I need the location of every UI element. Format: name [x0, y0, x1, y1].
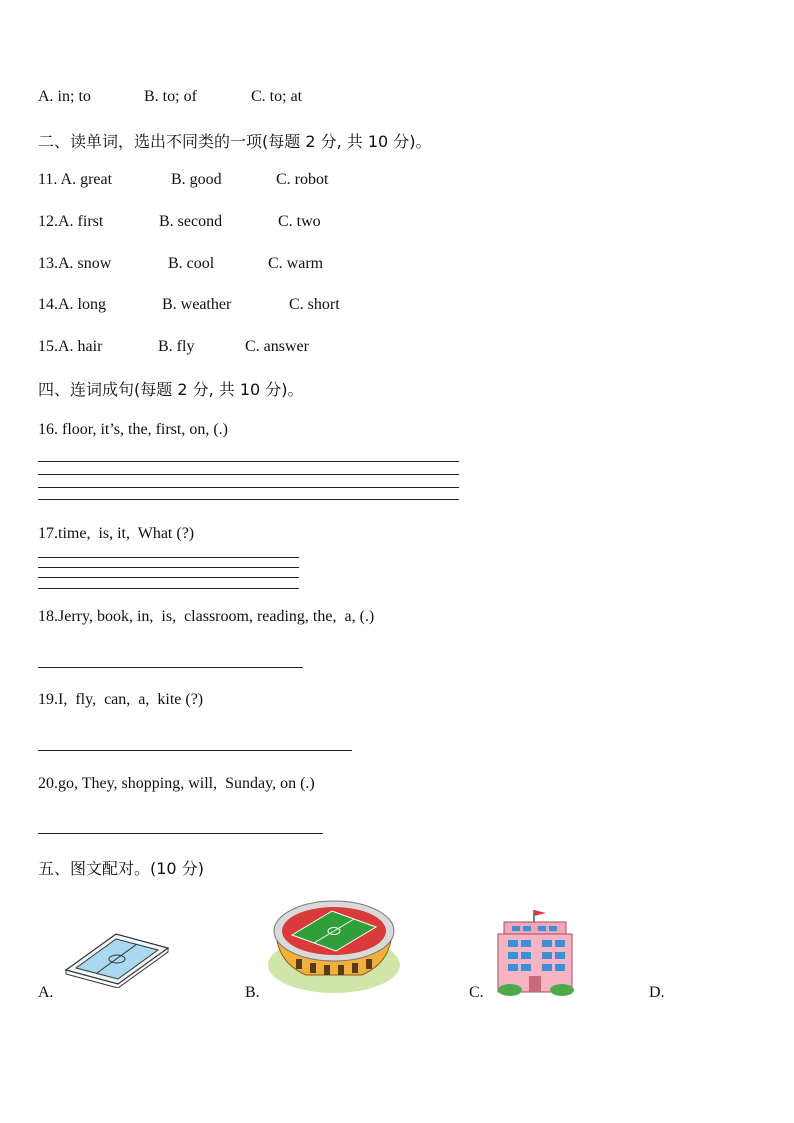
answer-line[interactable] — [38, 487, 459, 488]
answer-line[interactable] — [38, 667, 303, 668]
option-b: B. to; of — [144, 88, 197, 105]
picture-label-b: B. — [245, 984, 260, 1001]
question-12-c: C. two — [278, 213, 321, 230]
option-a: A. in; to — [38, 88, 91, 105]
question-13-b: B. cool — [168, 255, 215, 272]
question-16: 16. floor, it’s, the, first, on, (.) — [38, 421, 228, 438]
question-15-c: C. answer — [245, 338, 309, 355]
question-12-a: 12.A. first — [38, 213, 104, 230]
question-15-b: B. fly — [158, 338, 195, 355]
question-12-b: B. second — [159, 213, 223, 230]
answer-line[interactable] — [38, 577, 299, 578]
question-20: 20.go, They, shopping, will, Sunday, on (.) — [38, 775, 315, 792]
stadium-icon — [266, 893, 402, 997]
answer-line[interactable] — [38, 750, 352, 751]
option-c: C. to; at — [251, 88, 303, 105]
answer-line[interactable] — [38, 567, 299, 568]
answer-line[interactable] — [38, 499, 459, 500]
school-building-icon — [496, 906, 578, 998]
answer-line[interactable] — [38, 588, 299, 589]
question-13-a: 13.A. snow — [38, 255, 112, 272]
question-18: 18.Jerry, book, in, is, classroom, reading, the, a, (.) — [38, 608, 375, 625]
picture-label-a: A. — [38, 984, 54, 1001]
answer-line[interactable] — [38, 833, 323, 834]
picture-label-d: D. — [649, 984, 665, 1001]
answer-line[interactable] — [38, 557, 299, 558]
question-11-c: C. robot — [276, 171, 329, 188]
answer-line[interactable] — [38, 461, 459, 462]
question-13-c: C. warm — [268, 255, 324, 272]
question-11-b: B. good — [171, 171, 222, 188]
section-5-title: 五、图文配对。(10 分) — [38, 859, 204, 878]
section-2-title: 二、读单词，选出不同类的一项(每题 2 分, 共 10 分)。 — [38, 132, 432, 151]
answer-line[interactable] — [38, 474, 459, 475]
question-15-a: 15.A. hair — [38, 338, 103, 355]
question-14-c: C. short — [289, 296, 340, 313]
question-14-a: 14.A. long — [38, 296, 106, 313]
question-19: 19.I, fly, can, a, kite (?) — [38, 691, 204, 708]
question-14-b: B. weather — [162, 296, 232, 313]
question-11-a: 11. A. great — [38, 171, 113, 188]
basketball-court-icon — [62, 928, 172, 988]
picture-label-c: C. — [469, 984, 484, 1001]
section-4-title: 四、连词成句(每题 2 分, 共 10 分)。 — [38, 380, 304, 399]
question-17: 17.time, is, it, What (?) — [38, 525, 195, 542]
